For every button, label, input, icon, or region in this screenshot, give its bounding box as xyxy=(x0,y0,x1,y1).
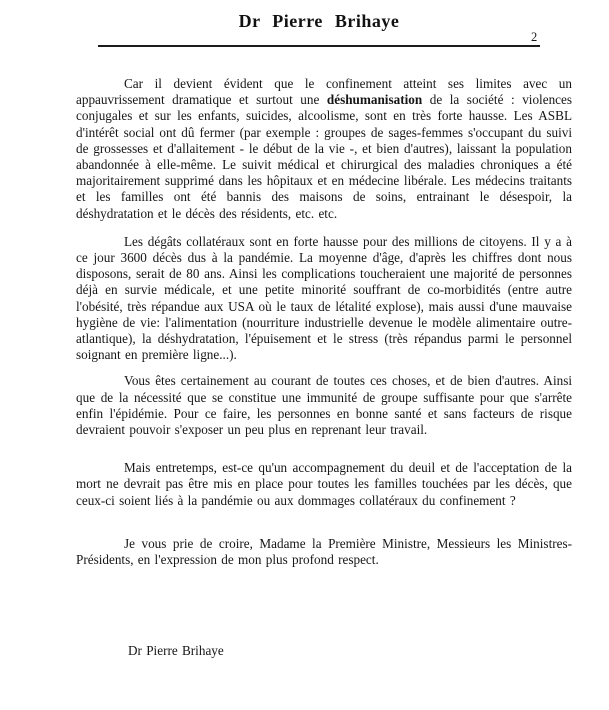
header-rule xyxy=(98,45,540,47)
paragraph-group-immunity: Vous êtes certainement au courant de toutes ces choses, et de bien d'autres. Ainsi que de la nécessité que se constitue une immunité de groupe suffisante pour que s'arrête enfin l'épidémie. Pour ce faire, les personnes en bonne santé et sans facteurs de risque devraient pouvoir s'exposer un peu plus en reprenant leur travail. xyxy=(76,373,572,438)
bold-deshumanisation: déshumanisation xyxy=(326,92,423,108)
paragraph-1-text: Car il devient évident que le confinement atteint ses limites avec un appauvrissement dramatique et surtout une xyxy=(76,76,572,108)
paragraph-1-text-continued: de la société : violences conjugales et sur les enfants, suicides, alcoolisme, sont en très forte hausse. Les ASBL d'intérêt social ont dû fermer (par exemple : groupes de sages-femmes s'occupant du suivi de grossesses et d'allaitement - le début de la vie -, et bien d'autres), laissant la population abandonnée à elle-même. Le suivit médical et chirurgical des maladies chroniques a été majoritairement supprimé dans les hôpitaux et en médecine libérale. Les médecins traitants et les familles ont été bannis des maisons de soins, entrainant le désespoir, la déshydratation et le décès des résidents, etc. etc. xyxy=(76,92,572,221)
paragraph-closing-salutation: Je vous prie de croire, Madame la Première Ministre, Messieurs les Ministres-Présidents, en l'expression de mon plus profond respect. xyxy=(76,535,572,568)
paragraph-confinement-limits xyxy=(76,76,572,222)
letter-body xyxy=(76,76,572,659)
page-title: Dr Pierre Brihaye xyxy=(238,11,400,31)
paragraph-grief-support: Mais entretemps, est-ce qu'un accompagnement du deuil et de l'acceptation de la mort ne devrait pas être mis en place pour toutes les familles touchées par les décès, que ceux-ci soient liés à la pandémie ou aux dommages collatéraux du confinement ? xyxy=(76,460,572,508)
paragraph-collateral-damage: Les dégâts collatéraux sont en forte hausse pour des millions de citoyens. Il y a à ce jour 3600 décès dus à la pandémie. La moyenne d'âge, d'après les chiffres dont nous disposons, serait de 80 ans. Ainsi les complications toucheraient une majorité de personnes déjà en survie médicale, et une petite minorité souffrant de co-morbidités (entre autre l'obésité, très répandue aux USA où le taux de létalité explose), mais aussi d'une mauvaise hygiène de vie: l'alimentation (nourriture industrielle devenue le modèle alimentaire outre-atlantique), la déshydratation, l'épuisement et le stress (très répandus parmi le personnel soignant en première ligne...). xyxy=(76,233,572,363)
signature: Dr Pierre Brihaye xyxy=(128,643,224,659)
page-number: 2 xyxy=(531,30,538,44)
